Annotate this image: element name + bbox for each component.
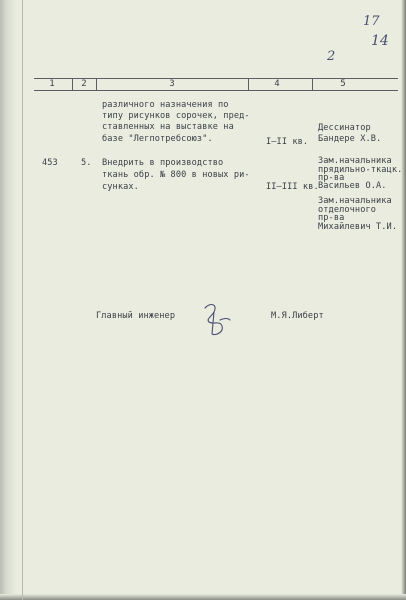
folio-number-b: 14 [371,33,389,49]
page-number: 2 [327,49,336,64]
row-responsible-line: пр-ва [318,173,345,183]
paper-left-edge [0,0,16,600]
row-responsible-line: отделочного [318,205,377,215]
row-text-line: типу рисунков сорочек, пред- [102,111,250,121]
row-text-line: ставленных на выставке на [102,122,234,132]
row-responsible-line: Михайлевич Т.И. [318,222,398,232]
column-number-5: 5 [340,79,346,89]
column-separator [312,78,313,90]
table-header-bottom-rule [34,90,398,91]
column-number-2: 2 [81,79,87,89]
column-separator [248,78,249,90]
row-text-line: Внедрить в производство [102,158,224,168]
row-responsible-line: Бандере Х.В. [318,134,382,144]
row-item: 5. [81,158,92,168]
paper-bottom-edge [0,594,406,600]
row-text-line: ткань обр. № 800 в новых ри- [102,170,250,180]
row-responsible-line: Зам.начальника [318,156,392,166]
signature-title: Главный инженер [96,311,176,321]
paper-right-edge [401,0,406,600]
row-responsible-line: прядильно-ткацк. [318,165,403,175]
column-number-1: 1 [49,79,55,89]
row-responsible-line: Дессинатор [318,123,371,133]
row-period: I–II кв. [266,137,309,147]
row-number: 453 [42,158,58,168]
row-text-line: базе "Легпотребсоюз". [102,134,213,144]
row-responsible-line: Васильев О.А. [318,181,387,191]
row-text-line: различного назначения по [102,100,229,110]
margin-line [22,0,23,600]
row-responsible-line: Зам.начальника [318,196,392,206]
row-text-line: сунках. [102,182,139,192]
column-separator [96,78,97,90]
folio-number-a: 17 [363,14,380,29]
row-responsible-line: пр-ва [318,213,345,223]
handwritten-signature [200,300,234,340]
column-separator [72,78,73,90]
row-period: II–III кв. [266,182,319,192]
column-number-4: 4 [274,79,280,89]
column-number-3: 3 [169,79,175,89]
signature-name: М.Я.Либерт [271,311,324,321]
